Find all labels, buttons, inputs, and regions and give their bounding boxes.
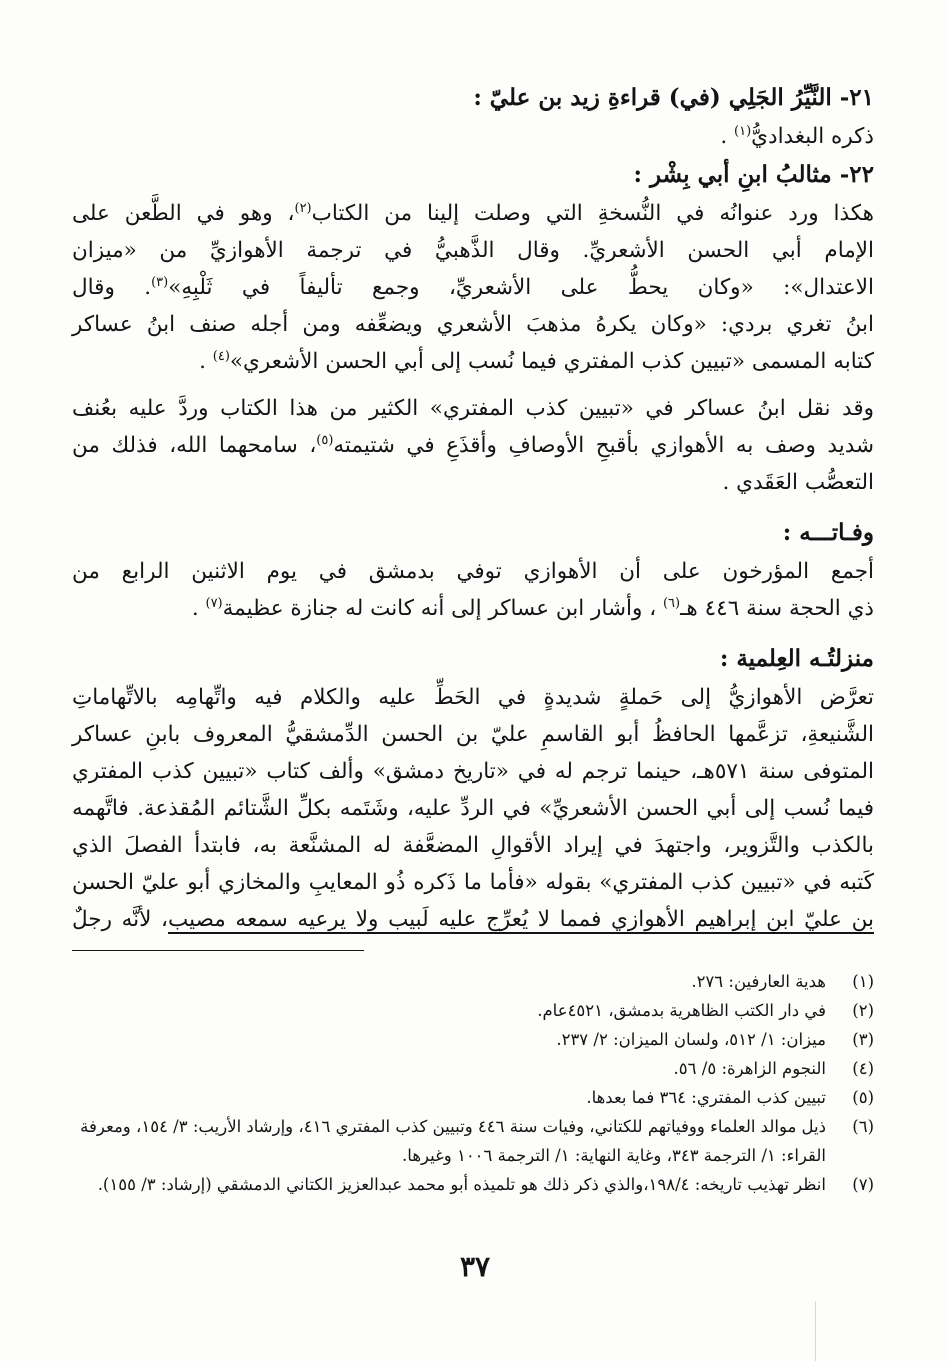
footnote-ref[interactable]: (٦) (662, 595, 681, 611)
text-line: المتوفى سنة ٥٧١هـ، حينما ترجم له في «تاريخ دمشق» وألف كتاب «تبيين كذب المفتري (72, 759, 874, 784)
footnote: (١) هدية العارفين: ٢٧٦. (691, 972, 874, 991)
entry-21-text: ذكره البغداديُّ$^{(١)}$ . (720, 123, 874, 149)
footnote-ref[interactable]: (٣) (151, 274, 169, 290)
text-line: بن عليّ ابن إبراهيم الأهوازي فمما لا يُعرِّج عليه لَبيب ولا يرعيه سمعه مصيب، لأنَّه رجلٌ (72, 907, 874, 932)
footnote-ref[interactable]: (٧) (205, 595, 223, 611)
scan-edge-mark (815, 1301, 816, 1361)
paragraph-wafat (72, 553, 874, 627)
page-number: ٣٧ (459, 1250, 491, 1283)
text-line: ذي الحجة سنة ٤٤٦ هـ$^{(٦)}$ ، وأشار ابن عساكر إلى أنه كانت له جنازة عظيمة$^{(٧)}$ . (191, 595, 874, 621)
text-line: الإمام أبي الحسن الأشعريِّ. وقال الذَّهبيُّ في ترجمة الأهوازيِّ من «ميزان (72, 238, 874, 263)
section-heading-manzila: منزلتُـه العِلمية : (719, 645, 874, 672)
footnotes (72, 967, 874, 1199)
text-line: كتابه المسمى «تبيين كذب المفتري فيما نُسب إلى أبي الحسن الأشعري»$^{(٤)}$ . (199, 348, 874, 374)
footnote: (٧) انظر تهذيب تاريخه: ١٩٨/٤،والذي ذكر ذلك هو تلميذه أبو محمد عبدالعزيز الكتاني الدمشقي (إرشاد: ٣/ ١٥٥). (97, 1175, 874, 1194)
paragraph-manzila (72, 679, 874, 938)
text-line: أجمع المؤرخون على أن الأهوازي توفي بدمشق في يوم الاثنين الرابع من (72, 559, 874, 584)
footnote-ref[interactable]: (٥) (316, 432, 334, 448)
text-line: الاعتدال»: «وكان يحطُّ على الأشعريِّ، وجمع تأليفاً في ثَلْبِهِ»$^{(٣)}$. وقال (72, 274, 874, 300)
text-line: تعرَّض الأهوازيُّ إلى حَملةٍ شديدةٍ في الحَطِّ عليه والكلام فيه واتِّهامِه بالاتِّهاماتِ (72, 685, 874, 710)
text-line: بالكذب والتَّزوير، واجتهدَ في إيراد الأقوالِ المضعَّفة له المشنَّعة به، فابتدأ الفصلَ الذي (72, 833, 874, 858)
text-line: فيما نُسب إلى أبي الحسن الأشعريِّ» في الردِّ عليه، وشَتَمه بكلِّ الشَّتائم المُقذعة. فاتَّهمه (72, 796, 874, 821)
footnote: (٤) النجوم الزاهرة: ٥/ ٥٦. (673, 1059, 874, 1078)
paragraph-2 (72, 390, 874, 501)
entry-22-title: ٢٢- مثالبُ ابنِ أبي بِشْر : (633, 161, 874, 188)
text-line: الشَّنيعةِ، تزعَّمها الحافظُ أبو القاسمِ عليّ بن الحسن الدِّمشقيُّ المعروف بابنِ عساكر (72, 722, 874, 747)
section-heading-wafat: وفـاتـــه : (782, 519, 874, 546)
footnote: (٥) تبيين كذب المفتري: ٣٦٤ فما بعدها. (586, 1088, 874, 1107)
footnote-divider (72, 950, 364, 951)
footnote: (٦) ذيل موالد العلماء ووفياتهم للكتاني، وفيات سنة ٤٤٦ وتبيين كذب المفتري ٤١٦، وإرشاد الأريب: ٣/ ١٥٤، ومعرفة القراء: ١/ الترجمة ٣٤٣، وغاية النهاية: ١/ الترجمة ١٠٠٦ وغيرها. (80, 1117, 874, 1165)
footnote-ref[interactable]: (٤) (212, 348, 230, 364)
text-line: التعصُّب العَقَدي . (722, 470, 874, 495)
footnote-ref[interactable]: (١) (734, 123, 752, 139)
entry-21-title: ٢١- النَّيِّرُ الجَلِي (في) قراءةِ زيد بن عليّ : (473, 84, 874, 111)
paragraph-1 (72, 195, 874, 380)
text-line: كَتبه في «تبيين كذب المفتري» بقوله «فأما ما ذَكره ذُو المعايبِ والمخازي أبو عليّ الحسن (72, 870, 874, 895)
text-line: ابنُ تغري بردي: «وكان يكرهُ مذهبَ الأشعري ويضعِّفه ومن أجله صنف ابنُ عساكر (72, 312, 874, 337)
footnote-ref[interactable]: (٢) (294, 200, 312, 216)
text-line: وقد نقل ابنُ عساكر في «تبيين كذب المفتري» الكثير من هذا الكتاب وردَّ عليه بعُنف (72, 396, 874, 421)
text-line: شديد وصف به الأهوازي بأقبحِ الأوصافِ وأقذَعِ في شتيمته$^{(٥)}$، سامحهما الله، فذلك من (72, 432, 874, 458)
footnote: (٣) ميزان: ١/ ٥١٢، ولسان الميزان: ٢/ ٢٣٧. (556, 1030, 874, 1049)
text-line: هكذا ورد عنوانُه في النُّسخةِ التي وصلت إلينا من الكتاب$^{(٢)}$، وهو في الطَّعن على (72, 200, 874, 226)
footnote: (٢) في دار الكتب الظاهرية بدمشق، ٤٥٢١عام. (537, 1001, 874, 1020)
